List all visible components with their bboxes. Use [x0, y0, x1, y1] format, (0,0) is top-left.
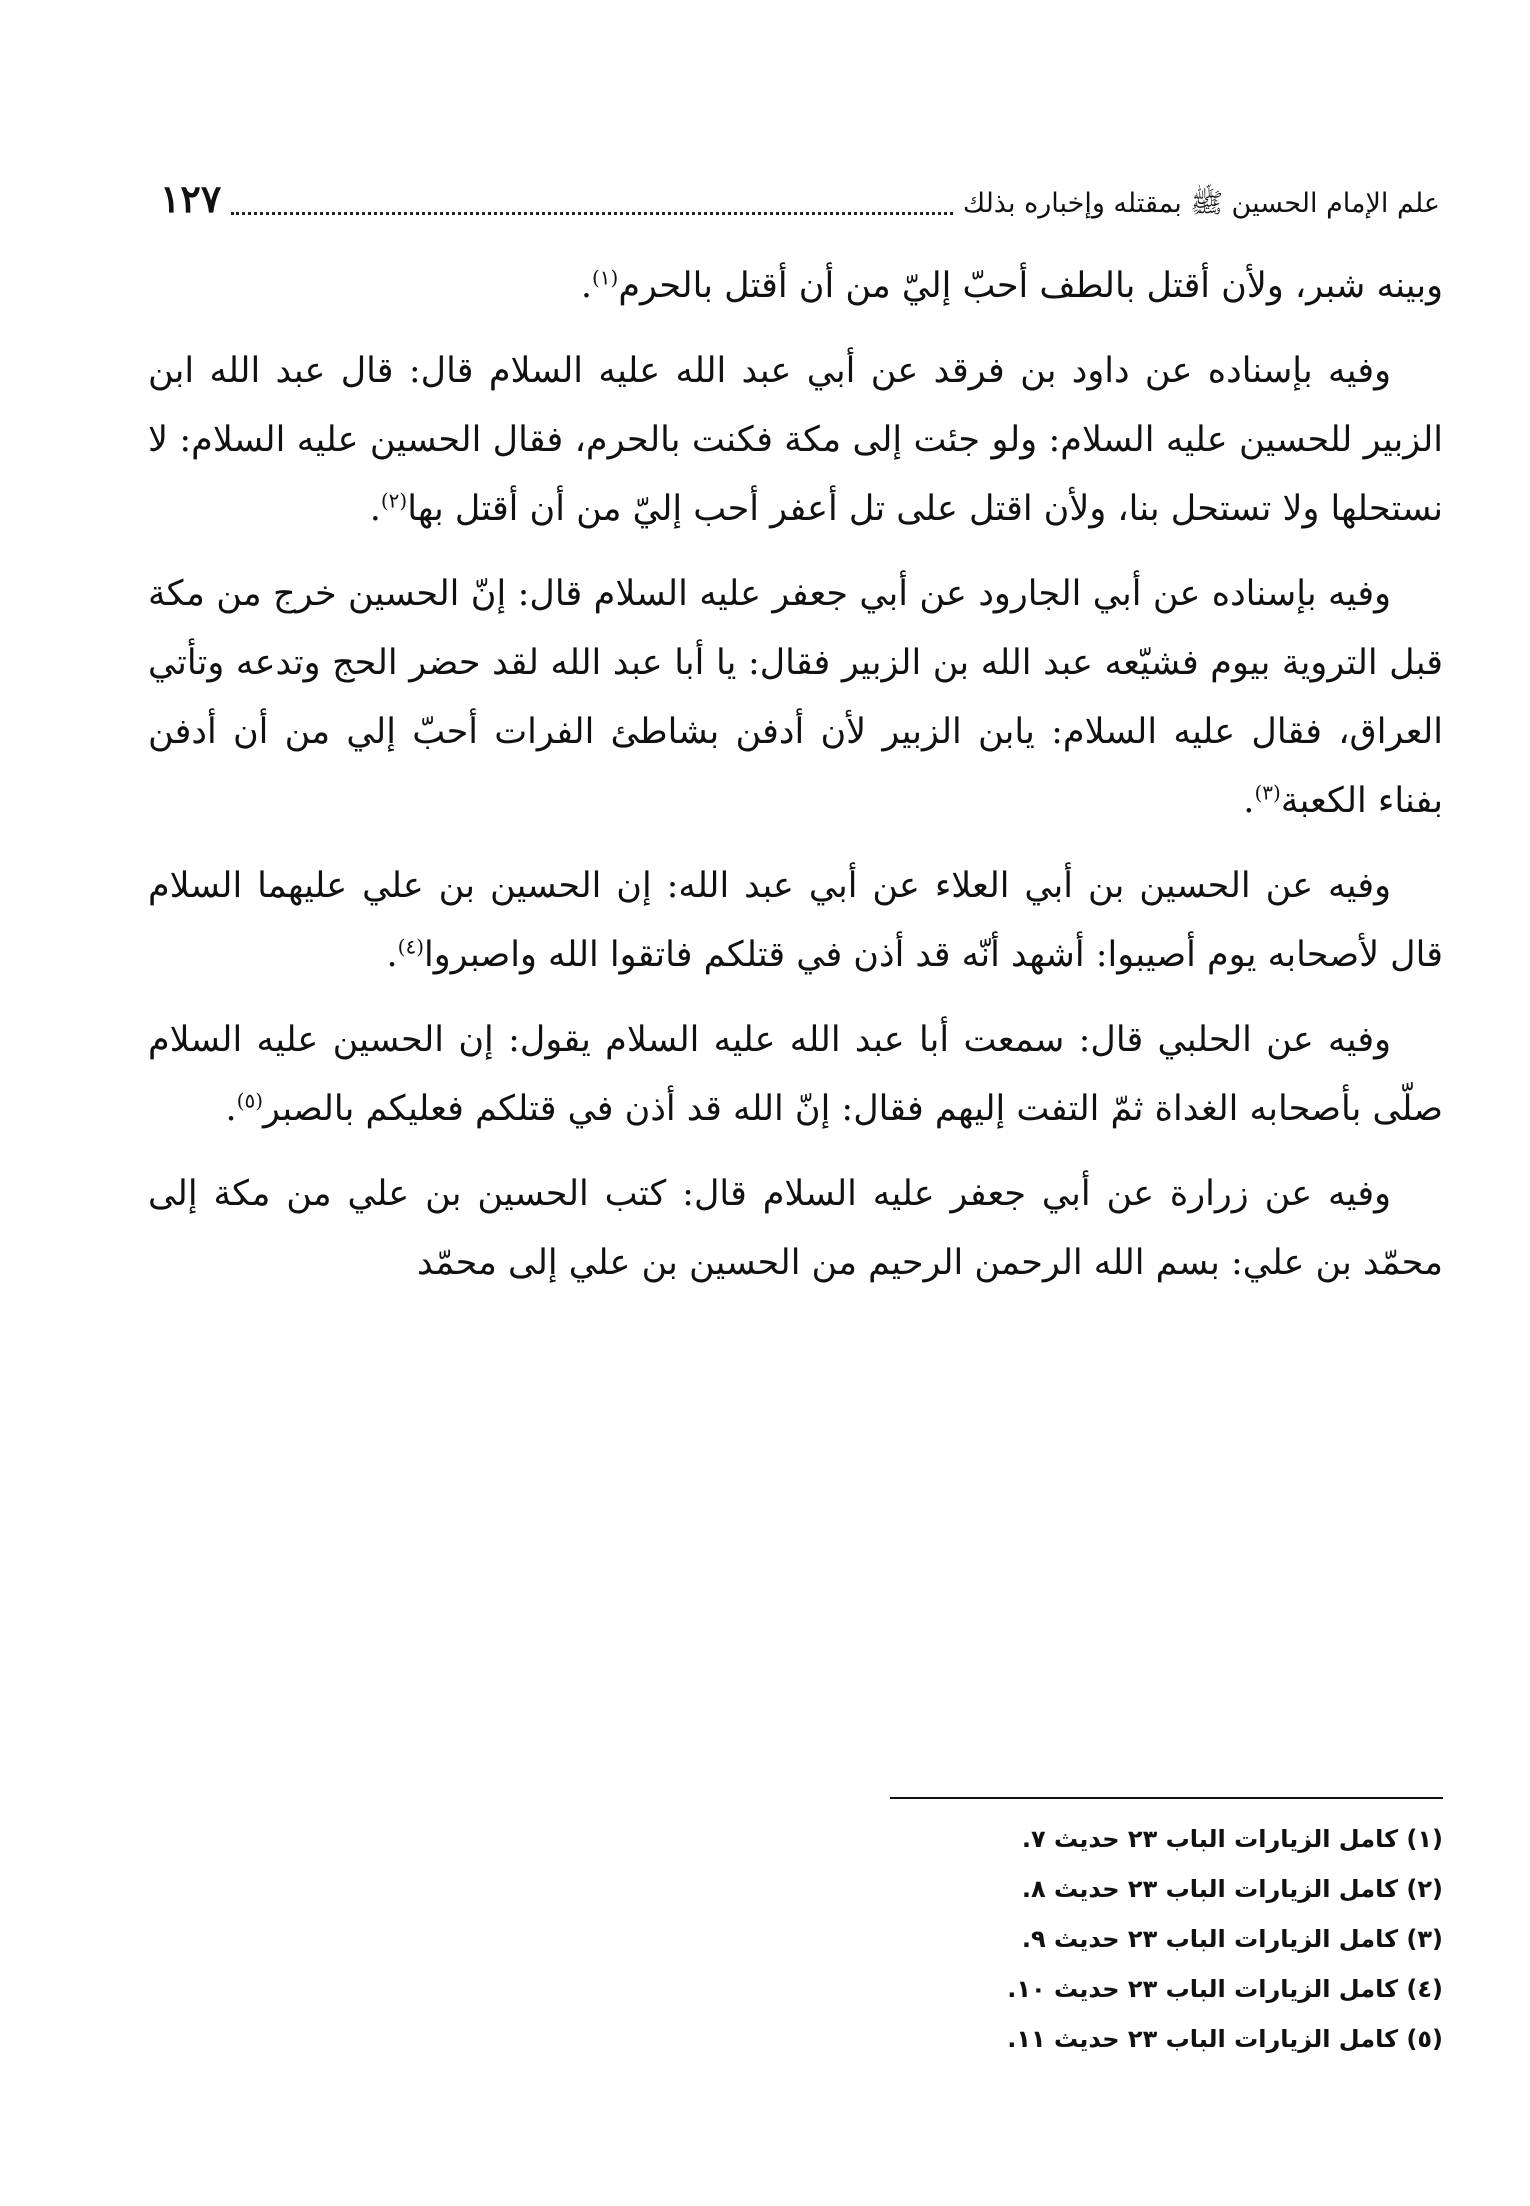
paragraph-text: . — [225, 1089, 237, 1129]
page-header — [160, 176, 1440, 232]
paragraph-5 — [148, 1006, 1443, 1144]
paragraph-1 — [148, 252, 1443, 321]
paragraph-text: . — [580, 266, 592, 306]
paragraph-text: وفيه عن الحلبي قال: سمعت أبا عبد الله عليه السلام يقول: إن الحسين عليه السلام صلّى بأصحابه الغداة ثمّ التفت إليهم فقال: إنّ الله قد أذن في قتلكم فعليكم بالصبر — [148, 1020, 1443, 1129]
paragraph-6 — [148, 1160, 1443, 1298]
footnote-ref-3: (٣) — [1254, 780, 1281, 805]
footnote-separator — [890, 1797, 1443, 1799]
paragraph-2 — [148, 337, 1443, 544]
paragraph-text: وبينه شبر، ولأن أقتل بالطف أحبّ إليّ من أن أقتل بالحرم — [618, 266, 1443, 306]
footnote-2: (٢) كامل الزيارات الباب ٢٣ حديث ٨. — [1021, 1875, 1443, 1903]
footnote-1: (١) كامل الزيارات الباب ٢٣ حديث ٧. — [1021, 1825, 1443, 1853]
footnote-3: (٣) كامل الزيارات الباب ٢٣ حديث ٩. — [1021, 1925, 1443, 1953]
header-dot-leader — [231, 194, 953, 215]
paragraph-text: وفيه بإسناده عن داود بن فرقد عن أبي عبد الله عليه السلام قال: قال عبد الله ابن الزبير للحسين عليه السلام: ولو جئت إلى مكة فكنت بالحرم، فقال الحسين عليه السلام: لا نستحلها ولا تستحل بنا، ولأن اقتل على تل أعفر أحب إليّ من أن أقتل بها — [148, 351, 1443, 529]
paragraph-text: . — [1243, 781, 1255, 821]
footnote-ref-1: (١) — [591, 265, 619, 290]
body-text — [148, 252, 1443, 1314]
page-number: ١٢٧ — [160, 176, 222, 221]
paragraph-4 — [148, 852, 1443, 990]
paragraph-text: . — [386, 935, 398, 975]
paragraph-text: . — [369, 489, 381, 529]
footnotes — [700, 1814, 1443, 2064]
paragraph-text: وفيه بإسناده عن أبي الجارود عن أبي جعفر عليه السلام قال: إنّ الحسين خرج من مكة قبل التروية بيوم فشيّعه عبد الله بن الزبير فقال: يا أبا عبد الله لقد حضر الحج وتدعه وتأتي العراق، فقال عليه السلام: يابن الزبير لأن أدفن بشاطئ الفرات أحبّ إلي من أن أدفن بفناء الكعبة — [148, 574, 1443, 821]
footnote-4: (٤) كامل الزيارات الباب ٢٣ حديث ١٠. — [1007, 1975, 1443, 2003]
running-title: علم الإمام الحسين ﷺ بمقتله وإخباره بذلك — [962, 188, 1440, 219]
footnote-ref-4: (٤) — [397, 934, 425, 959]
paragraph-text: وفيه عن زرارة عن أبي جعفر عليه السلام قال: كتب الحسين بن علي من مكة إلى محمّد بن علي: بسم الله الرحمن الرحيم من الحسين بن علي إلى محمّد — [148, 1174, 1443, 1283]
paragraph-3 — [148, 560, 1443, 836]
footnote-ref-5: (٥) — [236, 1088, 264, 1113]
footnote-5: (٥) كامل الزيارات الباب ٢٣ حديث ١١. — [1007, 2025, 1443, 2053]
footnote-ref-2: (٢) — [380, 488, 408, 513]
paragraph-text: وفيه عن الحسين بن أبي العلاء عن أبي عبد الله: إن الحسين بن علي عليهما السلام قال لأصحابه يوم أصيبوا: أشهد أنّه قد أذن في قتلكم فاتقوا الله واصبروا — [148, 866, 1443, 975]
